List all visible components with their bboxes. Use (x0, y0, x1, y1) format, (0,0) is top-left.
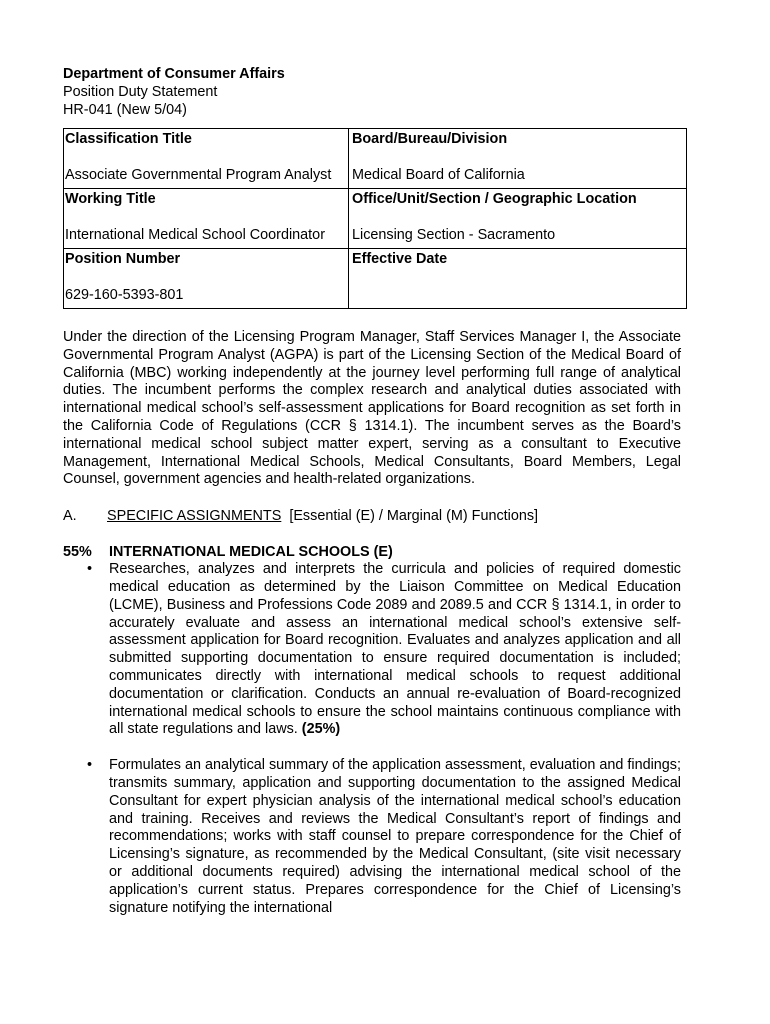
office-cell (349, 189, 687, 249)
working-title-value: International Medical School Coordinator (65, 227, 325, 243)
section-subtitle: [Essential (E) / Marginal (M) Functions] (289, 508, 539, 525)
working-title-label: Working Title (65, 191, 156, 207)
bullet-icon: • (87, 757, 93, 774)
effective-date-cell (349, 249, 687, 309)
list-item (63, 561, 681, 739)
duty-bullet-list (63, 561, 681, 917)
office-value: Licensing Section - Sacramento (352, 227, 556, 243)
board-label: Board/Bureau/Division (352, 131, 508, 147)
section-letter: A. (63, 508, 77, 525)
duty-percent: 55% (63, 544, 92, 561)
board-cell (349, 129, 687, 189)
section-a-heading (63, 507, 681, 525)
effective-date-label: Effective Date (352, 251, 448, 267)
position-number-value: 629-160-5393-801 (65, 287, 184, 303)
bullet-weight: (25%) (301, 721, 341, 738)
position-number-cell (64, 249, 349, 309)
duty-group-heading (63, 543, 681, 561)
department-name: Department of Consumer Affairs (63, 66, 285, 82)
list-item (63, 757, 681, 917)
bullet-text: Researches, analyzes and interprets the curricula and policies of required domestic medical education as determined by the Liaison Committee on Medical Education (LCME), Business and Professions Code 2089 and 2089.5 and CCR § 1314.1, in order to accurately evaluate and assess an international medical school’s extensive self-assessment application for Board recognition. Evaluates and analyzes application and all submitted supporting documentation to ensure required documentation is included; communicates directly with international medical schools to request additional documentation or clarification. Conducts an annual re-evaluation of Board-recognized international medical schools to ensure the school maintains continuous compliance with all state regulations and laws. (109, 561, 681, 738)
duty-title: INTERNATIONAL MEDICAL SCHOOLS (E) (109, 544, 393, 561)
position-info-table (63, 128, 687, 309)
position-number-label: Position Number (65, 251, 181, 267)
document-page (63, 65, 681, 917)
classification-label: Classification Title (65, 131, 192, 147)
classification-cell (64, 129, 349, 189)
section-title: SPECIFIC ASSIGNMENTS (107, 508, 282, 525)
board-value: Medical Board of California (352, 167, 525, 183)
bullet-text: Formulates an analytical summary of the application assessment, evaluation and findings; transmits summary, application and supporting documentation to the assigned Medical Consultant for expert physician analysis of the international medical school’s education and training. Receives and reviews the Medical Consultant’s report of findings and recommendations; works with staff counsel to prepare correspondence for the Chief of Licensing’s signature, as recommended by the Medical Consultant, (site visit necessary or additional documents required) advising the international medical school of the application’s current status. Prepares correspondence for the Chief of Licensing’s signature notifying the international (109, 757, 681, 916)
working-title-cell (64, 189, 349, 249)
document-title: Position Duty Statement (63, 84, 218, 100)
office-label: Office/Unit/Section / Geographic Location (352, 191, 637, 207)
document-header (63, 65, 681, 119)
classification-value: Associate Governmental Program Analyst (65, 167, 332, 183)
form-id: HR-041 (New 5/04) (63, 102, 187, 118)
intro-paragraph: Under the direction of the Licensing Program Manager, Staff Services Manager I, the Associate Governmental Program Analyst (AGPA) is part of the Licensing Section of the Medical Board of California (MBC) working independently at the journey level performing full range of analytical duties. The incumbent performs the complex research and analytical duties associated with international medical school’s self-assessment applications for Board recognition as set forth in the California Code of Regulations (CCR § 1314.1). The incumbent serves as the Board’s international medical school subject matter expert, serving as a consultant to Executive Management, International Medical Schools, Medical Consultants, Board Members, Legal Counsel, government agencies and health-related organizations. (63, 329, 681, 488)
bullet-icon: • (87, 561, 93, 578)
